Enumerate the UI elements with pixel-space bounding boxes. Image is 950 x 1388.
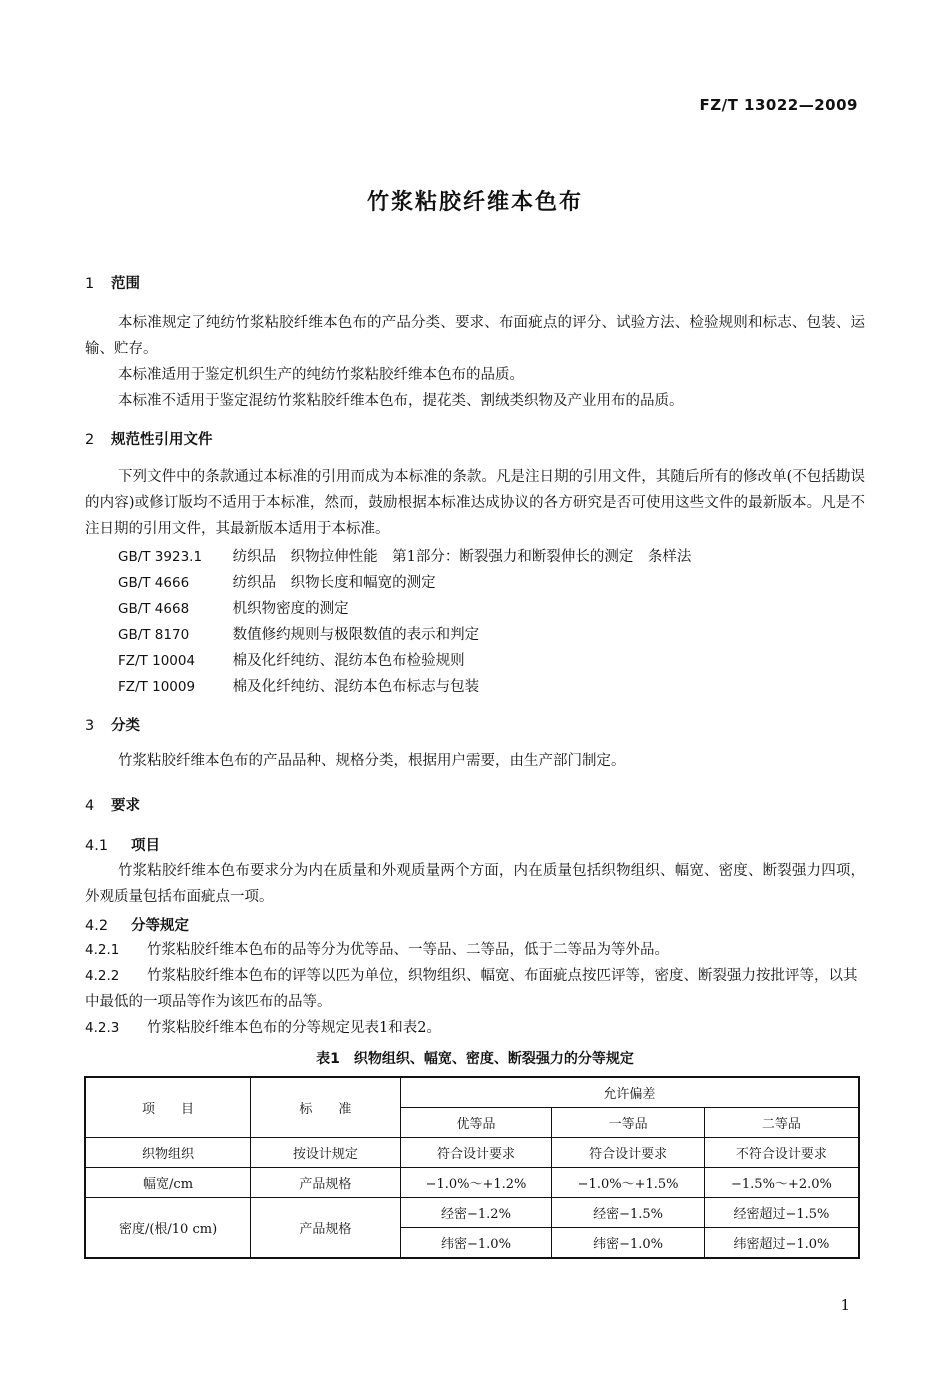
section-title: 要求 [111, 798, 140, 814]
reference-title: 棉及化纤纯纺、混纺本色布标志与包装 [232, 679, 480, 695]
subsection-title: 项目 [131, 838, 160, 854]
reference-item [118, 597, 349, 618]
header-grade-first: 一等品 [552, 1108, 705, 1138]
section-title: 分类 [111, 718, 140, 734]
reference-code: FZ/T 10009 [118, 679, 196, 695]
page-number: 1 [840, 1296, 850, 1314]
reference-code: GB/T 4666 [118, 575, 190, 591]
reference-code: GB/T 3923.1 [118, 549, 203, 565]
reference-title: 纺织品 织物长度和幅宽的测定 [232, 575, 436, 591]
cell-standard: 按设计规定 [251, 1138, 401, 1168]
reference-title: 数值修约规则与极限数值的表示和判定 [232, 627, 480, 643]
grading-table [84, 1076, 860, 1259]
cell-item: 幅宽/cm [85, 1168, 251, 1198]
reference-item [118, 675, 479, 696]
standard-code: FZ/T 13022—2009 [699, 96, 858, 114]
section-title: 范围 [111, 276, 140, 292]
reference-title: 机织物密度的测定 [232, 601, 349, 617]
reference-item [118, 649, 465, 670]
subsection-title: 分等规定 [131, 918, 189, 934]
reference-title: 纺织品 织物拉伸性能 第1部分：断裂强力和断裂伸长的测定 条样法 [232, 549, 692, 565]
cell-value: −1.0%～+1.2% [400, 1168, 552, 1198]
reference-item [118, 571, 436, 592]
clause-number: 4.2.3 [85, 1020, 120, 1036]
subsection-number: 4.1 [85, 838, 109, 854]
cell-item: 织物组织 [85, 1138, 251, 1168]
section-title: 规范性引用文件 [111, 432, 213, 448]
clause-number: 4.2.2 [85, 968, 120, 984]
header-standard: 标 准 [251, 1077, 401, 1138]
header-item: 项 目 [85, 1077, 251, 1138]
cell-standard: 产品规格 [251, 1198, 401, 1259]
table-caption: 表1 织物组织、幅宽、密度、断裂强力的分等规定 [316, 1051, 634, 1067]
cell-item: 密度/(根/10 cm) [85, 1198, 251, 1259]
section-1-paragraph-2: 本标准适用于鉴定机织生产的纯纺竹浆粘胶纤维本色布的品质。 [118, 367, 524, 383]
clause-number: 4.2.1 [85, 942, 120, 958]
subsection-number: 4.2 [85, 918, 109, 934]
cell-value: 经密超过−1.5% [704, 1198, 859, 1228]
cell-value: −1.5%～+2.0% [704, 1168, 859, 1198]
reference-code: GB/T 4668 [118, 601, 190, 617]
cell-value: 纬密超过−1.0% [704, 1228, 859, 1259]
cell-value: 不符合设计要求 [704, 1138, 859, 1168]
section-1-heading [85, 272, 140, 293]
header-grade-superior: 优等品 [400, 1108, 552, 1138]
cell-value: 符合设计要求 [400, 1138, 552, 1168]
cell-standard: 产品规格 [251, 1168, 401, 1198]
reference-title: 棉及化纤纯纺、混纺本色布检验规则 [232, 653, 465, 669]
cell-value: 符合设计要求 [552, 1138, 705, 1168]
section-number: 2 [85, 432, 95, 448]
section-number: 1 [85, 276, 95, 292]
subsection-4-1-paragraph: 竹浆粘胶纤维本色布要求分为内在质量和外观质量两个方面，内在质量包括织物组织、幅宽、密度、断裂强力四项，外观质量包括布面疵点一项。 [85, 863, 865, 905]
clause-4-2-1 [85, 937, 865, 963]
cell-value: −1.0%～+1.5% [552, 1168, 705, 1198]
clause-4-2-3 [85, 1015, 865, 1041]
section-3-heading [85, 714, 140, 735]
subsection-4-1-heading [85, 834, 160, 855]
cell-value: 经密−1.2% [400, 1198, 552, 1228]
table-row [85, 1138, 859, 1168]
clause-text: 竹浆粘胶纤维本色布的分等规定见表1和表2。 [147, 1020, 441, 1036]
section-1-paragraph-1: 本标准规定了纯纺竹浆粘胶纤维本色布的产品分类、要求、布面疵点的评分、试验方法、检验规则和标志、包装、运输、贮存。 [85, 315, 865, 357]
section-number: 4 [85, 798, 95, 814]
clause-text: 竹浆粘胶纤维本色布的评等以匹为单位，织物组织、幅宽、布面疵点按匹评等，密度、断裂强力按批评等，以其中最低的一项品等作为该匹布的品等。 [85, 968, 858, 1010]
reference-code: GB/T 8170 [118, 627, 190, 643]
section-3-paragraph: 竹浆粘胶纤维本色布的产品品种、规格分类，根据用户需要，由生产部门制定。 [118, 753, 626, 769]
section-number: 3 [85, 718, 95, 734]
cell-value: 经密−1.5% [552, 1198, 705, 1228]
reference-item [118, 623, 479, 644]
table-header-row [85, 1077, 859, 1108]
section-1-paragraph-3: 本标准不适用于鉴定混纺竹浆粘胶纤维本色布，提花类、割绒类织物及产业用布的品质。 [118, 393, 684, 409]
table-row [85, 1198, 859, 1228]
section-2-heading [85, 428, 213, 449]
clause-4-2-2 [85, 963, 865, 1015]
reference-code: FZ/T 10004 [118, 653, 196, 669]
header-grade-second: 二等品 [704, 1108, 859, 1138]
section-4-heading [85, 794, 140, 815]
section-2-paragraph: 下列文件中的条款通过本标准的引用而成为本标准的条款。凡是注日期的引用文件，其随后所有的修改单(不包括勘误的内容)或修订版均不适用于本标准，然而，鼓励根据本标准达成协议的各方研究是否可使用这些文件的最新版本。凡是不注日期的引用文件，其最新版本适用于本标准。 [85, 469, 865, 537]
cell-value: 纬密−1.0% [400, 1228, 552, 1259]
document-title: 竹浆粘胶纤维本色布 [366, 190, 583, 215]
reference-item [118, 545, 691, 566]
clause-text: 竹浆粘胶纤维本色布的品等分为优等品、一等品、二等品，低于二等品为等外品。 [147, 942, 669, 958]
table-row [85, 1168, 859, 1198]
subsection-4-2-heading [85, 914, 189, 935]
header-tolerance: 允许偏差 [400, 1077, 859, 1108]
cell-value: 纬密−1.0% [552, 1228, 705, 1259]
